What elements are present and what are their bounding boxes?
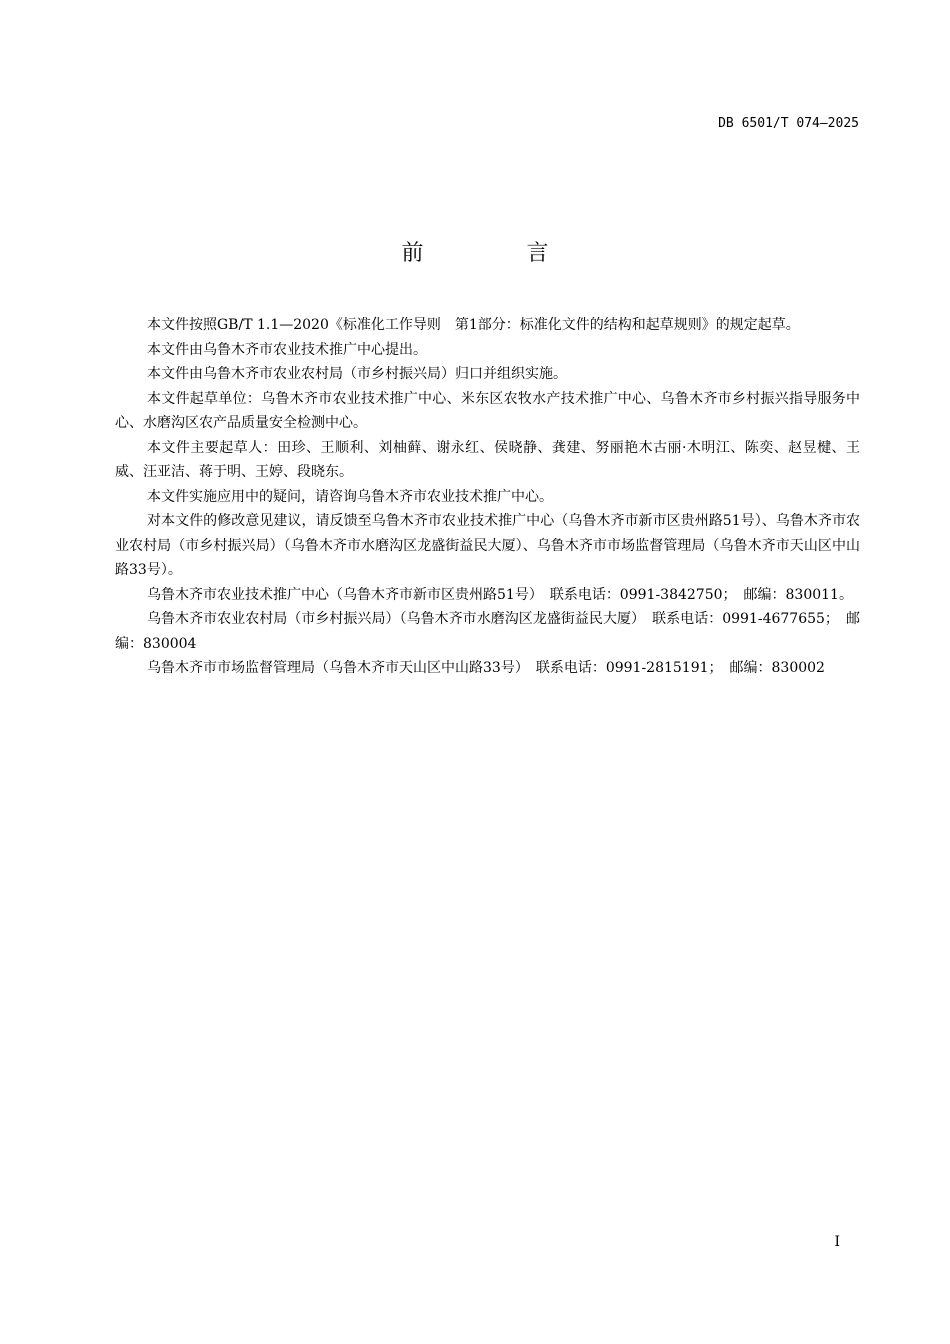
paragraph-feedback: 对本文件的修改意见建议，请反馈至乌鲁木齐市农业技术推广中心（乌鲁木齐市新市区贵州路51号）、乌鲁木齐市农业农村局（市乡村振兴局）（乌鲁木齐市水磨沟区龙盛街益民大厦）、乌鲁木齐市市场监督管理局（乌鲁木齐市天山区中山路33号）。 [115,513,860,578]
page-title: 前 言 [401,241,597,266]
paragraph-drafting-units: 本文件起草单位：乌鲁木齐市农业技术推广中心、米东区农牧水产技术推广中心、乌鲁木齐市乡村振兴指导服务中心、水磨沟区农产品质量安全检测中心。 [115,390,860,431]
paragraph-administrator: 本文件由乌鲁木齐市农业农村局（市乡村振兴局）归口并组织实施。 [147,366,567,382]
paragraph-contact-market-bureau: 乌鲁木齐市市场监督管理局（乌鲁木齐市天山区中山路33号） 联系电话：0991-2815191； 邮编：830002 [147,660,825,676]
page-number: I [834,1234,840,1250]
foreword-body [115,313,860,681]
paragraph-inquiries: 本文件实施应用中的疑问，请咨询乌鲁木齐市农业技术推广中心。 [147,488,553,505]
paragraph-contact-agri-center: 乌鲁木齐市农业技术推广中心（乌鲁木齐市新市区贵州路51号） 联系电话：0991-3842750； 邮编：830011。 [147,586,853,603]
paragraph-drafting-rules: 本文件按照GB/T 1.1—2020《标准化工作导则 第1部分：标准化文件的结构和起草规则》的规定起草。 [147,317,800,333]
paragraph-proposer: 本文件由乌鲁木齐市农业技术推广中心提出。 [147,341,427,358]
paragraph-contact-agri-bureau: 乌鲁木齐市农业农村局（市乡村振兴局）（乌鲁木齐市水磨沟区龙盛街益民大厦） 联系电话：0991-4677655； 邮编：830004 [115,611,860,652]
paragraph-drafters: 本文件主要起草人：田珍、王顺利、刘柚藓、谢永红、侯晓静、龚建、努丽艳木古丽·木明江、陈奕、赵昱楗、王威、汪亚洁、蒋于明、王婷、段晓东。 [115,439,860,480]
document-code: DB 6501/T 074—2025 [718,116,859,131]
